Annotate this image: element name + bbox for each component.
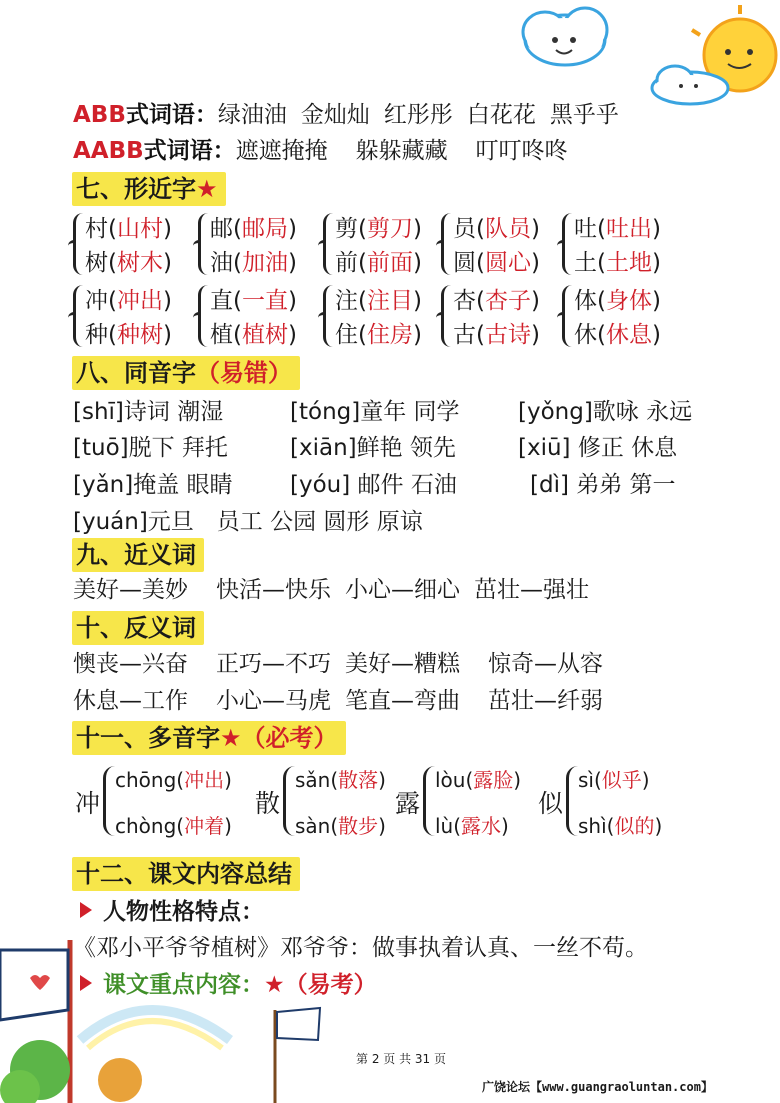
pinyin: lòu <box>435 768 466 792</box>
similar-char-entry: 种(种树) <box>85 322 172 348</box>
example-word: 前面 <box>366 250 413 276</box>
synonym-pair: 茁壮—强壮 <box>474 577 589 603</box>
polyphone-char: 散 <box>255 789 281 818</box>
similar-char-entry: 冲(冲出) <box>85 288 172 314</box>
abb-line <box>73 100 619 130</box>
polyphone-char: 露 <box>395 789 421 818</box>
char: 土 <box>574 250 597 276</box>
section-11-header <box>72 721 346 755</box>
example-word: 树木 <box>116 250 163 276</box>
cloud-sun-decoration <box>470 0 780 110</box>
homophone-item: [yuán]元旦 员工 公园 圆形 原谅 <box>73 509 423 535</box>
brace-icon <box>73 285 84 347</box>
star-icon: ★ <box>220 724 242 752</box>
synonym-pair: 美好—美妙 <box>73 577 188 603</box>
example-word: 杏子 <box>484 288 531 314</box>
section-7-header <box>72 172 226 206</box>
example-word: 冲出 <box>184 768 225 792</box>
similar-char-entry: 油(加油) <box>210 250 297 276</box>
antonym-row <box>73 686 603 716</box>
abb-word: 白花花 <box>466 102 536 128</box>
abb-word: 绿油油 <box>217 102 287 128</box>
similar-char-entry: 邮(邮局) <box>210 216 297 242</box>
similar-char-entry: 杏(杏子) <box>453 288 540 314</box>
example-word: 散落 <box>338 768 379 792</box>
similar-char-entry: 圆(圆心) <box>453 250 540 276</box>
summary-line: 《邓小平爷爷植树》邓爷爷：做事执着认真、一丝不苟。 <box>73 935 648 961</box>
abb-word: 金灿灿 <box>300 102 370 128</box>
key-content-note: 易考 <box>307 972 354 998</box>
example-word: 似的 <box>614 814 655 838</box>
similar-char-entry: 村(山村) <box>85 216 172 242</box>
homophone-item: [yǎn]掩盖 眼睛 <box>73 472 233 498</box>
similar-char-entry: 土(土地) <box>574 250 661 276</box>
section-11-title: 十一、多音字 <box>76 724 220 752</box>
antonym-pair: 小心—马虎 <box>216 688 331 714</box>
example-word: 露脸 <box>473 768 514 792</box>
section-10-title: 十、反义词 <box>76 614 196 642</box>
example-word: 植树 <box>241 322 288 348</box>
char: 剪 <box>335 216 358 242</box>
section-12-title: 十二、课文内容总结 <box>76 860 292 888</box>
char: 直 <box>210 288 233 314</box>
similar-char-entry: 前(前面) <box>335 250 422 276</box>
pinyin: shì <box>578 814 607 838</box>
pinyin: sàn <box>295 814 331 838</box>
site-footer: 广饶论坛【www.guangraoluntan.com】 <box>482 1080 713 1094</box>
similar-char-entry: 古(古诗) <box>453 322 540 348</box>
polyphone-reading: chōng(冲出) <box>115 768 232 792</box>
brace-icon <box>441 285 452 347</box>
page-number: 第 2 页 共 31 页 <box>356 1052 446 1066</box>
char: 圆 <box>453 250 476 276</box>
example-word: 种树 <box>116 322 163 348</box>
paren-open: （ <box>196 359 220 387</box>
brace-icon <box>423 766 435 836</box>
antonym-pair: 休息—工作 <box>73 688 188 714</box>
example-word: 剪刀 <box>366 216 413 242</box>
char: 村 <box>85 216 108 242</box>
example-word: 圆心 <box>484 250 531 276</box>
similar-char-entry: 体(身体) <box>574 288 661 314</box>
polyphone-reading: sǎn(散落) <box>295 768 386 792</box>
abb-word: 红彤彤 <box>383 102 453 128</box>
cloud-icon <box>523 8 607 65</box>
char: 吐 <box>574 216 597 242</box>
polyphone-reading: sàn(散步) <box>295 814 386 838</box>
homophone-item: [yóu] 邮件 石油 <box>290 472 457 498</box>
antonym-row <box>73 649 603 679</box>
homophone-item: [shī]诗词 潮湿 <box>73 399 224 425</box>
aabb-word: 叮叮咚咚 <box>475 138 568 164</box>
example-word: 吐出 <box>605 216 652 242</box>
antonym-pair: 正巧—不巧 <box>216 651 331 677</box>
homophone-item: [xiū] 修正 休息 <box>518 435 678 461</box>
homophone-item: [yǒng]歌咏 永远 <box>518 399 693 425</box>
example-word: 露水 <box>461 814 502 838</box>
brace-icon <box>323 213 334 275</box>
paren-open: （ <box>241 724 266 752</box>
triangle-bullet-icon <box>80 902 92 918</box>
abb-label: 式词语： <box>125 102 218 128</box>
antonym-pair: 美好—糟糕 <box>345 651 460 677</box>
example-word: 似乎 <box>601 768 642 792</box>
polyphone-reading: lù(露水) <box>435 814 509 838</box>
homophone-item: [dì] 弟弟 第一 <box>530 472 676 498</box>
paren-close: ） <box>313 724 338 752</box>
polyphone-char: 似 <box>538 789 564 818</box>
homophone-item: [tuō]脱下 拜托 <box>73 435 228 461</box>
polyphone-reading: chòng(冲着) <box>115 814 232 838</box>
pinyin: chòng <box>115 814 177 838</box>
char: 种 <box>85 322 108 348</box>
example-word: 一直 <box>241 288 288 314</box>
char: 注 <box>335 288 358 314</box>
char: 邮 <box>210 216 233 242</box>
aabb-word: 遮遮掩掩 <box>235 138 328 164</box>
section-11-note: 必考 <box>265 724 314 752</box>
synonym-row <box>73 575 589 605</box>
paren-close: ） <box>353 972 377 998</box>
similar-char-entry: 植(植树) <box>210 322 297 348</box>
brace-icon <box>562 285 573 347</box>
example-word: 邮局 <box>241 216 288 242</box>
synonym-pair: 小心—细心 <box>345 577 460 603</box>
polyphone-reading: lòu(露脸) <box>435 768 522 792</box>
section-10-header <box>72 611 204 645</box>
polyphone-char: 冲 <box>75 789 101 818</box>
homophone-item: [tóng]童年 同学 <box>290 399 460 425</box>
section-7-title: 七、形近字 <box>76 175 196 203</box>
example-word: 土地 <box>605 250 652 276</box>
abb-lead: ABB <box>73 102 126 128</box>
char: 冲 <box>85 288 108 314</box>
aabb-label: 式词语： <box>143 138 236 164</box>
brace-icon <box>283 766 295 836</box>
example-word: 住房 <box>366 322 413 348</box>
pinyin: sì <box>578 768 594 792</box>
brace-icon <box>198 285 209 347</box>
flag-decoration <box>0 930 330 1103</box>
similar-char-entry: 直(一直) <box>210 288 297 314</box>
section-8-title: 八、同音字 <box>76 359 196 387</box>
star-icon: ★ <box>264 972 285 998</box>
char: 植 <box>210 322 233 348</box>
char: 前 <box>335 250 358 276</box>
polyphone-reading: shì(似的) <box>578 814 663 838</box>
example-word: 休息 <box>605 322 652 348</box>
section-8-header <box>72 356 300 390</box>
pinyin: sǎn <box>295 768 331 792</box>
character-traits-label: 人物性格特点： <box>103 899 264 925</box>
abb-word: 黑乎乎 <box>549 102 619 128</box>
section-9-header <box>72 538 204 572</box>
brace-icon <box>73 213 84 275</box>
antonym-pair: 茁壮—纤弱 <box>488 688 603 714</box>
brace-icon <box>323 285 334 347</box>
char: 树 <box>85 250 108 276</box>
char: 住 <box>335 322 358 348</box>
char: 体 <box>574 288 597 314</box>
example-word: 队员 <box>484 216 531 242</box>
similar-char-entry: 吐(吐出) <box>574 216 661 242</box>
polyphone-reading: sì(似乎) <box>578 768 650 792</box>
section-9-title: 九、近义词 <box>76 541 196 569</box>
section-8-note: 易错 <box>220 359 268 387</box>
aabb-line <box>73 136 568 166</box>
similar-char-entry: 员(队员) <box>453 216 540 242</box>
pinyin: lù <box>435 814 454 838</box>
brace-icon <box>103 766 115 836</box>
example-word: 冲着 <box>184 814 225 838</box>
similar-char-entry: 休(休息) <box>574 322 661 348</box>
similar-char-entry: 剪(剪刀) <box>335 216 422 242</box>
synonym-pair: 快活—快乐 <box>216 577 331 603</box>
brace-icon <box>441 213 452 275</box>
paren-close: ） <box>268 359 292 387</box>
similar-char-entry: 树(树木) <box>85 250 172 276</box>
paren-open: （ <box>284 972 308 998</box>
similar-char-entry: 住(住房) <box>335 322 422 348</box>
example-word: 加油 <box>241 250 288 276</box>
char: 油 <box>210 250 233 276</box>
pinyin: chōng <box>115 768 177 792</box>
brace-icon <box>562 213 573 275</box>
brace-icon <box>566 766 578 836</box>
char: 杏 <box>453 288 476 314</box>
antonym-pair: 懊丧—兴奋 <box>73 651 188 677</box>
brace-icon <box>198 213 209 275</box>
example-word: 身体 <box>605 288 652 314</box>
example-word: 古诗 <box>484 322 531 348</box>
aabb-lead: AABB <box>73 138 144 164</box>
star-icon: ★ <box>196 175 218 203</box>
example-word: 注目 <box>366 288 413 314</box>
char: 休 <box>574 322 597 348</box>
char: 员 <box>453 216 476 242</box>
aabb-word: 躲躲藏藏 <box>355 138 448 164</box>
example-word: 山村 <box>116 216 163 242</box>
example-word: 冲出 <box>116 288 163 314</box>
antonym-pair: 惊奇—从容 <box>488 651 603 677</box>
similar-char-entry: 注(注目) <box>335 288 422 314</box>
homophone-item: [xiān]鲜艳 领先 <box>290 435 456 461</box>
small-flag-icon <box>275 1008 320 1103</box>
key-content-label: 课文重点内容： <box>103 972 264 998</box>
section-12-header <box>72 857 300 891</box>
example-word: 散步 <box>338 814 379 838</box>
char: 古 <box>453 322 476 348</box>
antonym-pair: 笔直—弯曲 <box>345 688 460 714</box>
